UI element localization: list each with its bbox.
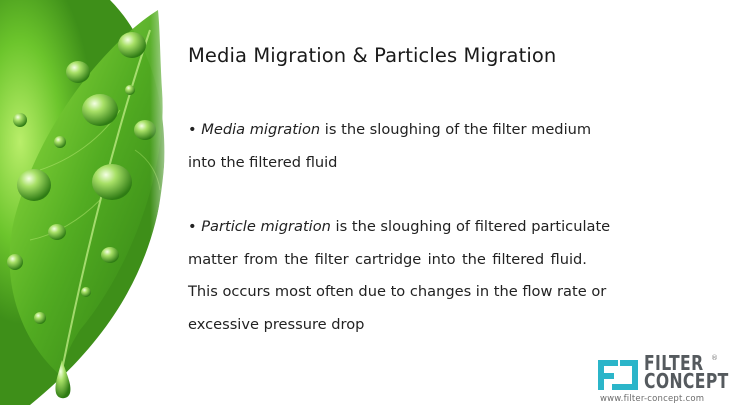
logo-url: www.filter-concept.com [600,394,705,404]
registered-mark: ® [711,354,718,362]
bullet-marker: • [188,121,197,138]
bullet-text: is the sloughing of the filter medium [320,121,592,138]
bullet-media-migration [188,120,658,185]
logo-name-line2: CONCEPT [644,369,729,393]
bullet-line: into the filtered fluid [188,153,338,171]
logo-name-line1: FILTER [644,351,704,375]
word: the [284,250,309,268]
word: filter [314,250,349,268]
slide-title: Media Migration & Particles Migration [188,44,557,67]
bullet-marker: • [188,218,197,235]
bullet-particle-migration [188,217,658,347]
word: fluid. [550,250,587,268]
bullet-line-justified [188,250,587,283]
word: matter [188,250,238,268]
term-media-migration: Media migration [201,121,321,138]
word: from [243,250,278,268]
bullet-line: excessive pressure drop [188,315,365,333]
word: the [461,250,486,268]
word: cartridge [354,250,422,268]
logo-wordmark [644,351,753,393]
bullet-line [188,217,658,250]
bullet-text: is the sloughing of filtered particulate [330,218,611,235]
word: into [427,250,456,268]
bullet-line [188,120,658,153]
term-particle-migration: Particle migration [201,218,331,235]
word: filtered [492,250,545,268]
filter-concept-mark-icon [598,356,638,392]
filter-concept-logo [598,351,729,405]
bullet-line: This occurs most often due to changes in the flow rate or [188,283,607,300]
